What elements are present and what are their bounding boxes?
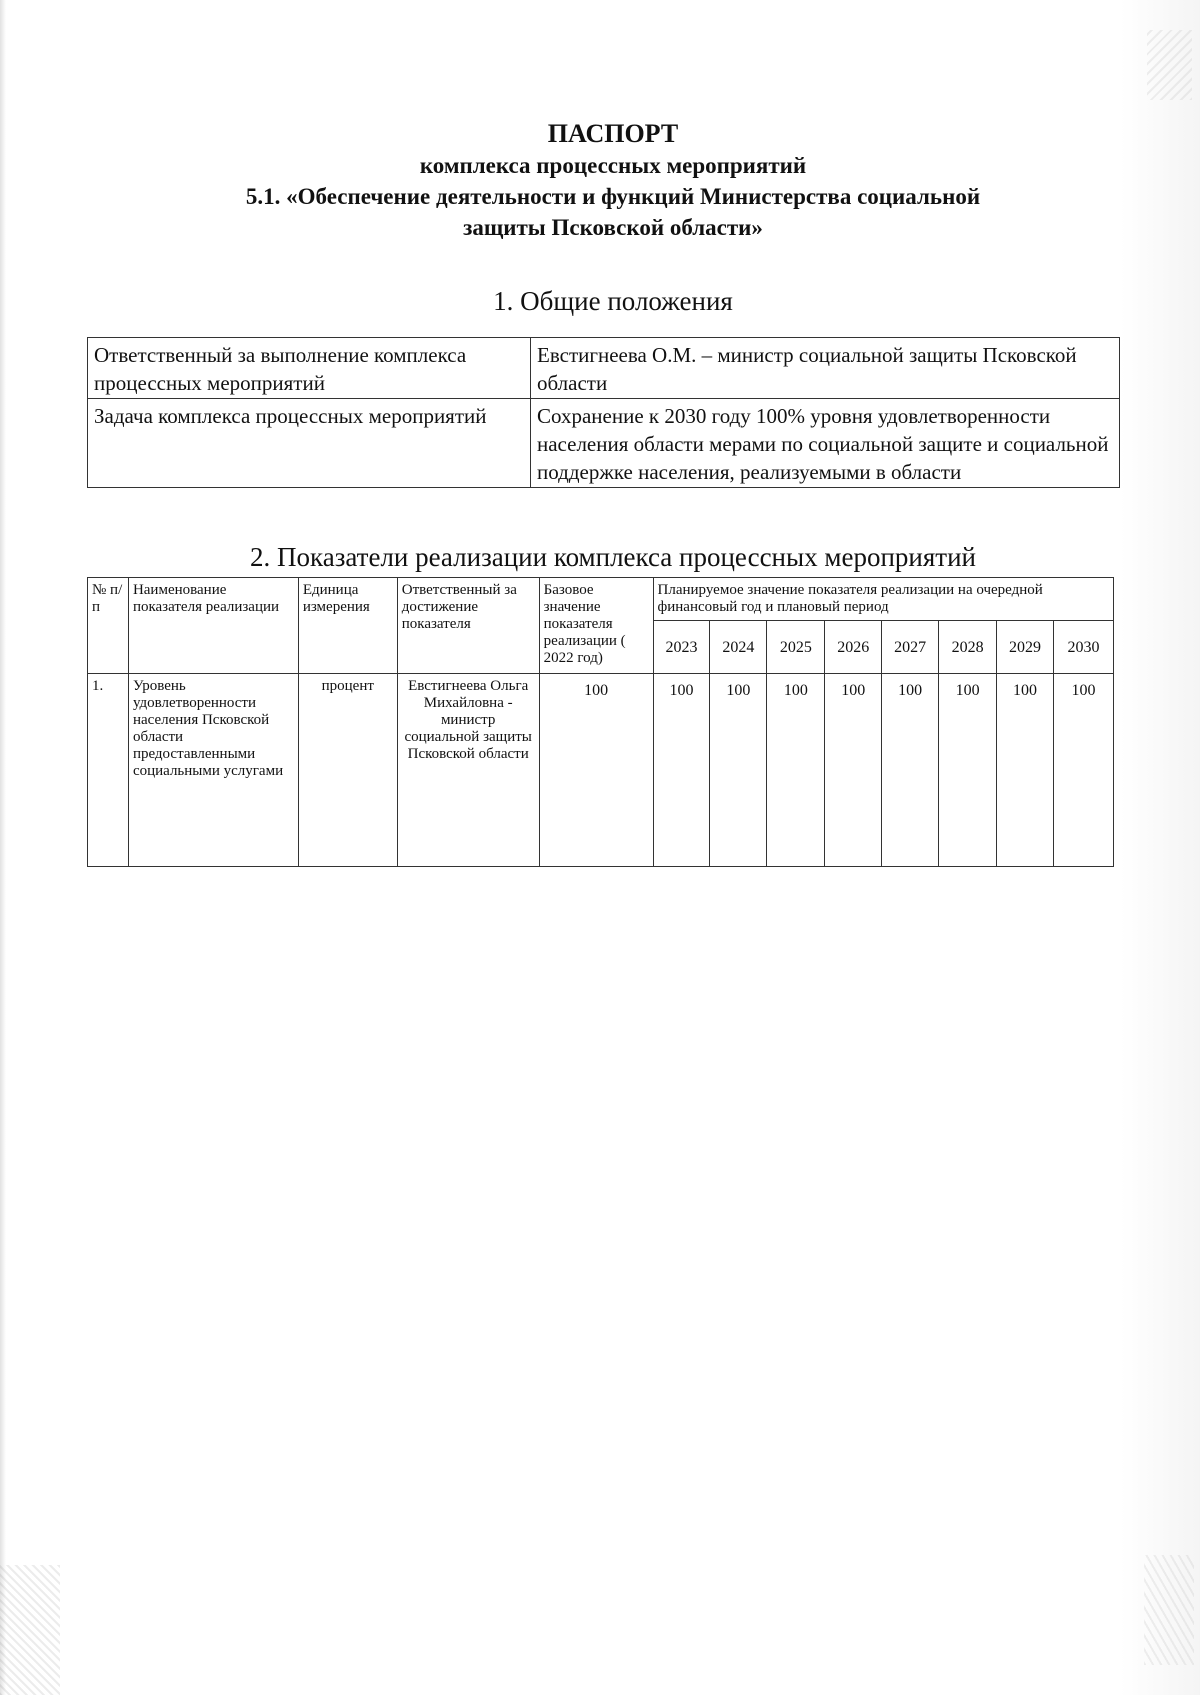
header-unit: Единица измерения	[298, 578, 397, 674]
cell-value: 100	[825, 674, 882, 867]
cell-num: 1.	[88, 674, 129, 867]
document-title	[90, 118, 1136, 243]
cell-name: Уровень удовлетворенности населения Псковской области предоставленными социальными услугами	[128, 674, 298, 867]
title-line-2: 5.1. «Обеспечение деятельности и функций Министерства социальной	[245, 184, 981, 209]
cell-value: 100	[1053, 674, 1113, 867]
row-label: Задача комплекса процессных мероприятий	[88, 399, 531, 488]
cell-responsible: Евстигнеева Ольга Михайловна - министр социальной защиты Псковской области	[397, 674, 539, 867]
header-planned: Планируемое значение показателя реализации на очередной финансовый год и плановый период	[653, 578, 1113, 621]
cell-value: 100	[653, 674, 710, 867]
cell-unit: процент	[298, 674, 397, 867]
header-year: 2026	[825, 621, 882, 674]
table-row	[88, 338, 1120, 399]
row-label: Ответственный за выполнение комплекса процессных мероприятий	[88, 338, 531, 399]
title-passport: ПАСПОРТ	[547, 119, 679, 148]
cell-value: 100	[997, 674, 1054, 867]
header-base: Базовое значение показателя реализации ( 2022 год)	[539, 578, 653, 674]
section-2-heading: 2. Показатели реализации комплекса процессных мероприятий	[250, 542, 976, 572]
header-responsible: Ответственный за достижение показателя	[397, 578, 539, 674]
header-year: 2030	[1053, 621, 1113, 674]
header-year: 2027	[882, 621, 939, 674]
indicators-table	[87, 577, 1114, 867]
header-year: 2028	[939, 621, 997, 674]
section-1-heading: 1. Общие положения	[493, 286, 733, 316]
scan-artifact-top-right	[1147, 30, 1192, 100]
header-year: 2023	[653, 621, 710, 674]
cell-value: 100	[882, 674, 939, 867]
header-year: 2025	[767, 621, 825, 674]
cell-value: 100	[939, 674, 997, 867]
scan-artifact-bottom-right	[1144, 1555, 1194, 1665]
scan-edge-right	[1120, 0, 1200, 1695]
scan-artifact-bottom-left	[0, 1565, 60, 1695]
title-line-1: комплекса процессных мероприятий	[419, 153, 807, 178]
header-year: 2024	[710, 621, 767, 674]
table-row	[88, 399, 1120, 488]
table-header-row	[88, 578, 1114, 621]
title-line-3: защиты Псковской области»	[463, 215, 763, 240]
header-num: № п/п	[88, 578, 129, 674]
row-value: Евстигнеева О.М. – министр социальной защиты Псковской области	[531, 338, 1120, 399]
scan-edge-left	[0, 0, 6, 1695]
cell-value: 100	[767, 674, 825, 867]
general-provisions-table	[87, 337, 1120, 488]
header-year: 2029	[997, 621, 1054, 674]
row-value: Сохранение к 2030 году 100% уровня удовлетворенности населения области мерами по социальной защите и социальной поддержке населения, реализуемыми в области	[531, 399, 1120, 488]
table-row	[88, 674, 1114, 867]
cell-base: 100	[539, 674, 653, 867]
cell-value: 100	[710, 674, 767, 867]
header-name: Наименование показателя реализации	[128, 578, 298, 674]
